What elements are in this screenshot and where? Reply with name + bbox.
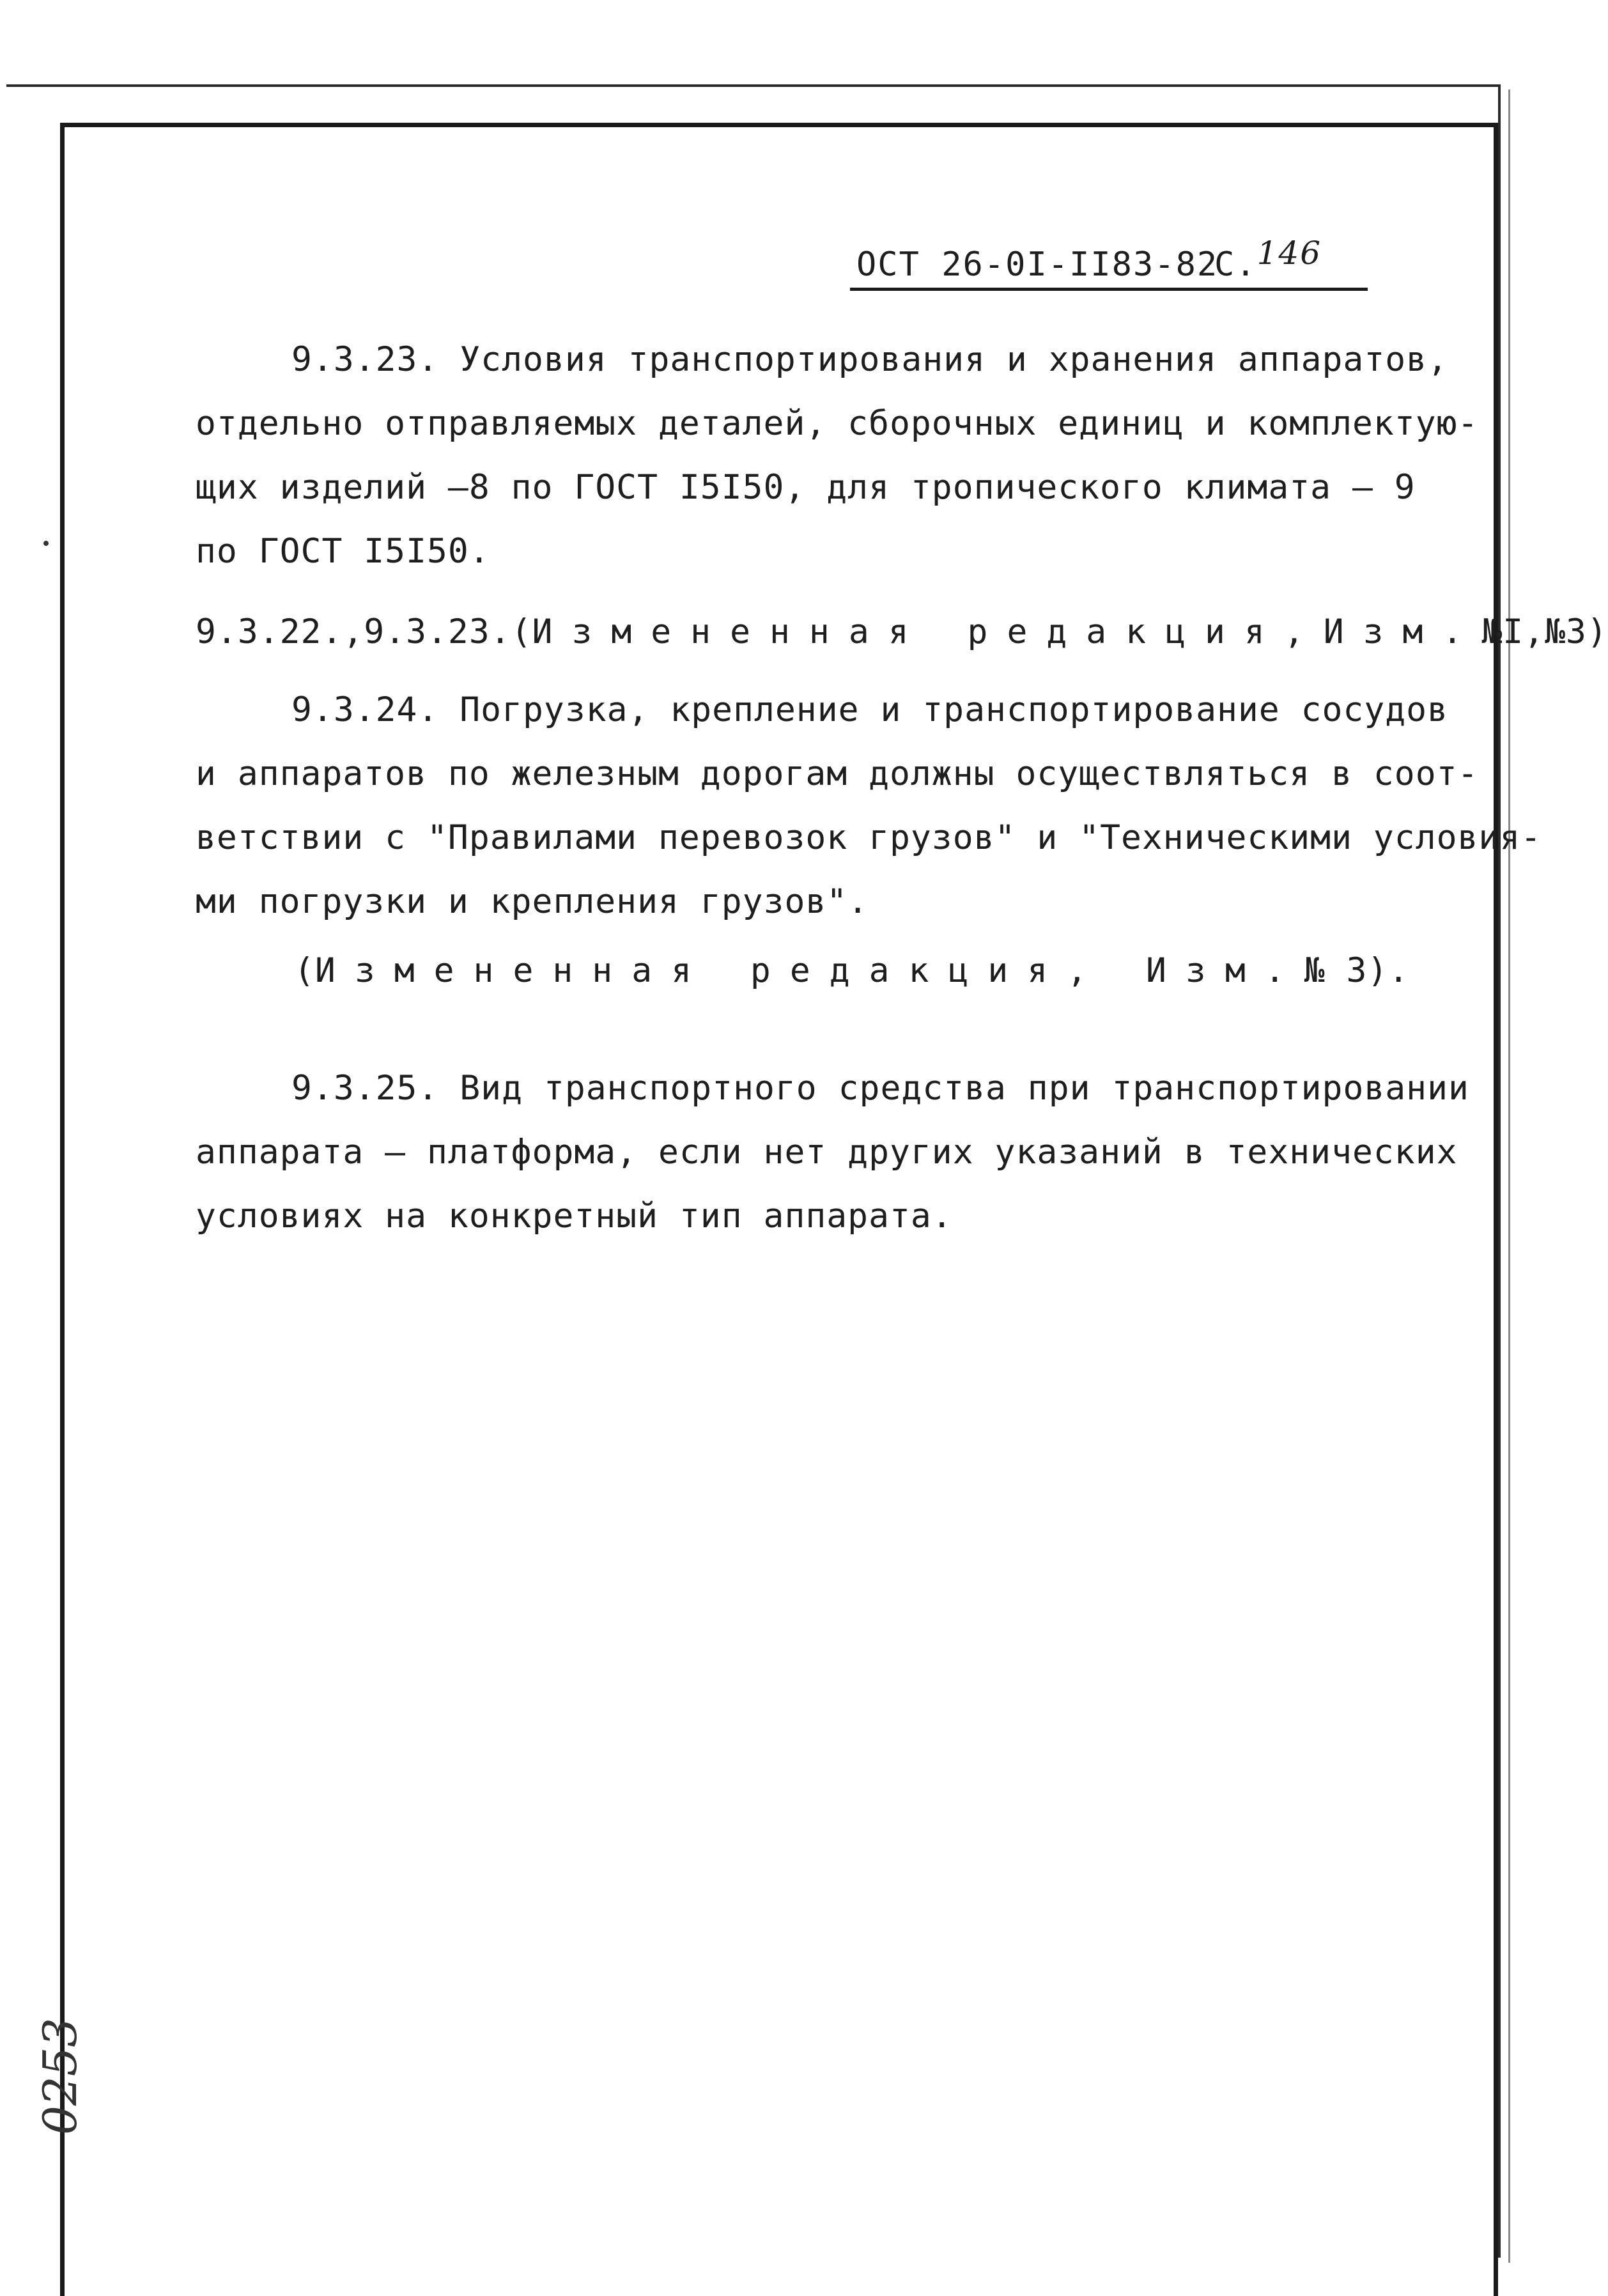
page-header: [850, 237, 1368, 291]
editorial-note-2: [294, 951, 1409, 990]
document-code: ОСТ 26-0I-II83-82: [856, 245, 1219, 284]
editorial-note-1-suffix: №I,№3): [1481, 612, 1608, 651]
paragraph-9-3-24-line-1: 9.3.24. Погрузка, крепление и транспортирование сосудов: [291, 690, 1448, 729]
margin-dot: [43, 541, 49, 546]
page-label: [1214, 235, 1322, 284]
top-rule: [6, 84, 1499, 87]
editorial-note-2-suffix: № 3).: [1304, 951, 1410, 990]
paragraph-9-3-23-line-2: отдельно отправляемых деталей, сборочных единиц и комплектую-: [196, 404, 1479, 443]
paragraph-9-3-24-line-3: ветствии с "Правилами перевозок грузов" и "Техническими условия-: [196, 818, 1542, 857]
paragraph-9-3-23-line-1: 9.3.23. Условия транспортирования и хранения аппаратов,: [291, 340, 1448, 379]
editorial-note-1: [196, 612, 1608, 651]
margin-handwritten-note: 0253: [33, 2017, 87, 2135]
editorial-note-2-spaced: Измененная редакция, Изм.: [314, 951, 1304, 990]
paragraph-9-3-23-line-4: по ГОСТ I5I50.: [196, 532, 490, 571]
editorial-note-2-prefix: (: [294, 951, 315, 990]
paragraph-9-3-23-line-3: щих изделий –8 по ГОСТ I5I50, для тропического климата – 9: [196, 468, 1416, 507]
right-rule-outer: [1508, 89, 1510, 2263]
page-number: 146: [1256, 235, 1322, 272]
paragraph-9-3-24-line-4: ми погрузки и крепления грузов".: [196, 882, 869, 921]
editorial-note-1-spaced: Измененная редакция,Изм.: [532, 612, 1482, 651]
paragraph-9-3-25-line-1: 9.3.25. Вид транспортного средства при транспортировании: [291, 1069, 1469, 1108]
right-rule: [1498, 84, 1501, 2258]
paragraph-9-3-25-line-2: аппарата – платформа, если нет других указаний в технических: [196, 1133, 1458, 1172]
page-prefix: С.: [1214, 245, 1257, 284]
paragraph-9-3-24-line-2: и аппаратов по железным дорогам должны осуществляться в соот-: [196, 754, 1479, 793]
editorial-note-1-prefix: 9.3.22.,9.3.23.(: [196, 612, 532, 651]
paragraph-9-3-25-line-3: условиях на конкретный тип аппарата.: [196, 1197, 953, 1236]
